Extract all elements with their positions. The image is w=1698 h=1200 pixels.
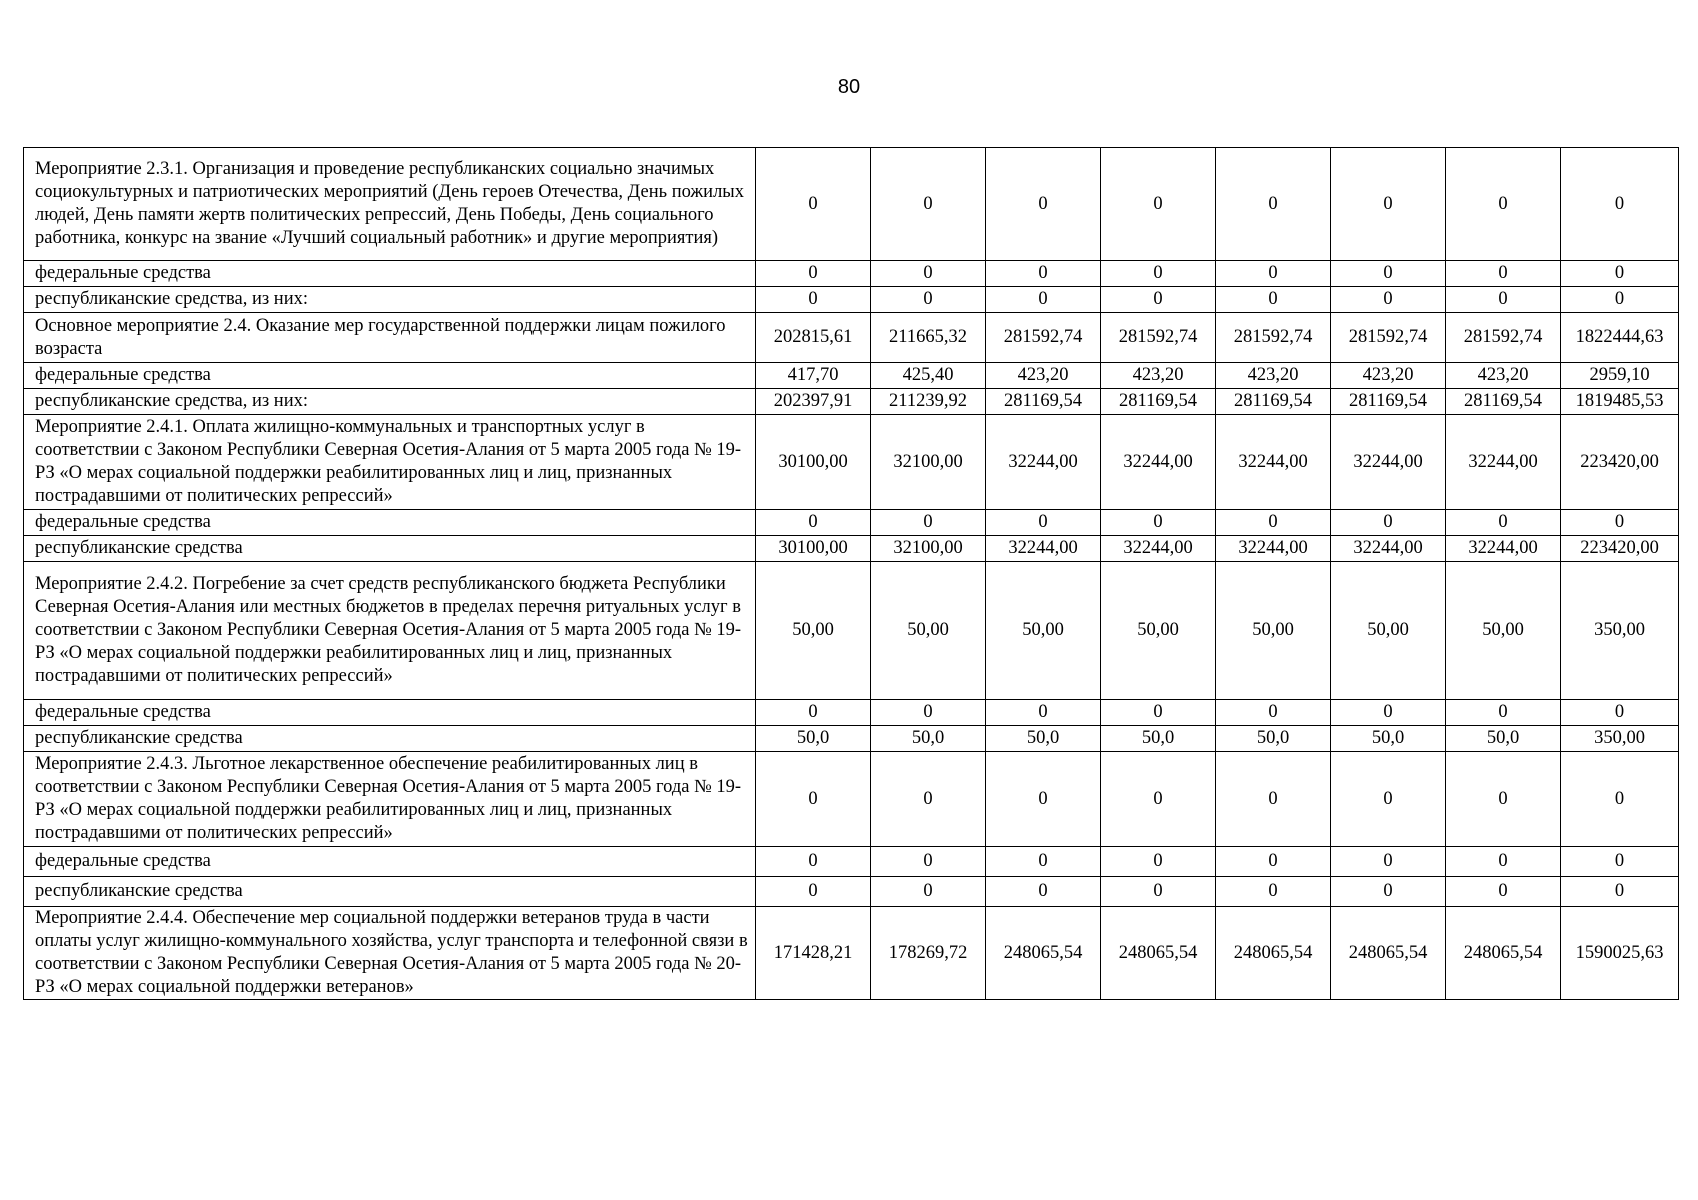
row-label: федеральные средства bbox=[24, 363, 756, 389]
table-row bbox=[24, 752, 1679, 847]
row-label: республиканские средства bbox=[24, 877, 756, 907]
value-cell: 0 bbox=[871, 752, 986, 847]
value-cell: 50,00 bbox=[1216, 562, 1331, 700]
value-cell: 281169,54 bbox=[986, 389, 1101, 415]
value-cell: 0 bbox=[1446, 510, 1561, 536]
row-label: Основное мероприятие 2.4. Оказание мер государственной поддержки лицам пожилого возраста bbox=[24, 313, 756, 363]
value-cell: 32244,00 bbox=[1101, 415, 1216, 510]
value-cell: 0 bbox=[1101, 877, 1216, 907]
total-cell: 0 bbox=[1561, 700, 1679, 726]
value-cell: 0 bbox=[1446, 261, 1561, 287]
table-row bbox=[24, 389, 1679, 415]
table-row bbox=[24, 877, 1679, 907]
row-label: республиканские средства, из них: bbox=[24, 389, 756, 415]
value-cell: 0 bbox=[1446, 847, 1561, 877]
row-label: Мероприятие 2.4.2. Погребение за счет средств республиканского бюджета Республики Северная Осетия-Алания или местных бюджетов в пределах перечня ритуальных услуг в соответствии с Законом Республики Северная Осетия-Алания от 5 марта 2005 года № 19-РЗ «О мерах социальной поддержки реабилитированных лиц и лиц, признанных пострадавшими от политических репрессий» bbox=[24, 562, 756, 700]
table-row bbox=[24, 287, 1679, 313]
budget-table bbox=[23, 147, 1679, 1000]
value-cell: 0 bbox=[1216, 261, 1331, 287]
total-cell: 223420,00 bbox=[1561, 415, 1679, 510]
row-label: республиканские средства bbox=[24, 536, 756, 562]
table-row bbox=[24, 847, 1679, 877]
value-cell: 423,20 bbox=[1101, 363, 1216, 389]
value-cell: 0 bbox=[1216, 510, 1331, 536]
table-row bbox=[24, 726, 1679, 752]
value-cell: 0 bbox=[871, 700, 986, 726]
total-cell: 0 bbox=[1561, 847, 1679, 877]
row-label: федеральные средства bbox=[24, 847, 756, 877]
value-cell: 0 bbox=[1216, 877, 1331, 907]
total-cell: 0 bbox=[1561, 261, 1679, 287]
row-label: федеральные средства bbox=[24, 700, 756, 726]
value-cell: 281592,74 bbox=[1216, 313, 1331, 363]
value-cell: 50,0 bbox=[1101, 726, 1216, 752]
value-cell: 171428,21 bbox=[756, 907, 871, 1000]
value-cell: 30100,00 bbox=[756, 536, 871, 562]
value-cell: 32244,00 bbox=[1216, 415, 1331, 510]
total-cell: 0 bbox=[1561, 148, 1679, 261]
value-cell: 281592,74 bbox=[1331, 313, 1446, 363]
total-cell: 1822444,63 bbox=[1561, 313, 1679, 363]
value-cell: 423,20 bbox=[1331, 363, 1446, 389]
value-cell: 211665,32 bbox=[871, 313, 986, 363]
value-cell: 0 bbox=[756, 287, 871, 313]
total-cell: 223420,00 bbox=[1561, 536, 1679, 562]
total-cell: 1590025,63 bbox=[1561, 907, 1679, 1000]
value-cell: 0 bbox=[871, 261, 986, 287]
value-cell: 0 bbox=[1446, 877, 1561, 907]
value-cell: 50,00 bbox=[756, 562, 871, 700]
value-cell: 0 bbox=[1101, 752, 1216, 847]
value-cell: 32244,00 bbox=[986, 536, 1101, 562]
value-cell: 32244,00 bbox=[1331, 536, 1446, 562]
table-row bbox=[24, 510, 1679, 536]
value-cell: 0 bbox=[1331, 752, 1446, 847]
value-cell: 0 bbox=[986, 877, 1101, 907]
value-cell: 0 bbox=[756, 510, 871, 536]
table-row bbox=[24, 700, 1679, 726]
total-cell: 2959,10 bbox=[1561, 363, 1679, 389]
value-cell: 0 bbox=[1101, 847, 1216, 877]
table-row bbox=[24, 363, 1679, 389]
value-cell: 32244,00 bbox=[1331, 415, 1446, 510]
value-cell: 423,20 bbox=[1216, 363, 1331, 389]
value-cell: 281592,74 bbox=[986, 313, 1101, 363]
value-cell: 50,00 bbox=[1101, 562, 1216, 700]
value-cell: 50,0 bbox=[756, 726, 871, 752]
value-cell: 423,20 bbox=[1446, 363, 1561, 389]
value-cell: 417,70 bbox=[756, 363, 871, 389]
row-label: Мероприятие 2.4.3. Льготное лекарственное обеспечение реабилитированных лиц в соответствии с Законом Республики Северная Осетия-Алания от 5 марта 2005 года № 19-РЗ «О мерах социальной поддержки реабилитированных лиц и лиц, признанных пострадавшими от политических репрессий» bbox=[24, 752, 756, 847]
table-row bbox=[24, 415, 1679, 510]
value-cell: 0 bbox=[1101, 148, 1216, 261]
value-cell: 0 bbox=[986, 510, 1101, 536]
total-cell: 350,00 bbox=[1561, 562, 1679, 700]
value-cell: 50,0 bbox=[1216, 726, 1331, 752]
value-cell: 425,40 bbox=[871, 363, 986, 389]
value-cell: 202397,91 bbox=[756, 389, 871, 415]
value-cell: 0 bbox=[1331, 700, 1446, 726]
value-cell: 0 bbox=[986, 261, 1101, 287]
total-cell: 0 bbox=[1561, 510, 1679, 536]
value-cell: 0 bbox=[1331, 847, 1446, 877]
total-cell: 0 bbox=[1561, 287, 1679, 313]
value-cell: 0 bbox=[1216, 287, 1331, 313]
value-cell: 50,0 bbox=[1446, 726, 1561, 752]
value-cell: 32244,00 bbox=[986, 415, 1101, 510]
row-label: федеральные средства bbox=[24, 261, 756, 287]
value-cell: 178269,72 bbox=[871, 907, 986, 1000]
value-cell: 0 bbox=[1331, 287, 1446, 313]
value-cell: 50,00 bbox=[1446, 562, 1561, 700]
value-cell: 0 bbox=[871, 847, 986, 877]
row-label: Мероприятие 2.3.1. Организация и проведение республиканских социально значимых социокультурных и патриотических мероприятий (День героев Отечества, День пожилых людей, День памяти жертв политических репрессий, День Победы, День социального работника, конкурс на звание «Лучший социальный работник» и другие мероприятия) bbox=[24, 148, 756, 261]
value-cell: 281169,54 bbox=[1216, 389, 1331, 415]
value-cell: 0 bbox=[1331, 148, 1446, 261]
row-label: республиканские средства bbox=[24, 726, 756, 752]
value-cell: 248065,54 bbox=[986, 907, 1101, 1000]
value-cell: 248065,54 bbox=[1101, 907, 1216, 1000]
value-cell: 0 bbox=[1216, 148, 1331, 261]
table-row bbox=[24, 148, 1679, 261]
value-cell: 248065,54 bbox=[1446, 907, 1561, 1000]
value-cell: 0 bbox=[1101, 700, 1216, 726]
value-cell: 248065,54 bbox=[1331, 907, 1446, 1000]
value-cell: 0 bbox=[986, 287, 1101, 313]
value-cell: 0 bbox=[986, 700, 1101, 726]
value-cell: 0 bbox=[1216, 700, 1331, 726]
value-cell: 0 bbox=[756, 847, 871, 877]
value-cell: 0 bbox=[756, 700, 871, 726]
row-label: республиканские средства, из них: bbox=[24, 287, 756, 313]
value-cell: 50,00 bbox=[986, 562, 1101, 700]
row-label: федеральные средства bbox=[24, 510, 756, 536]
value-cell: 0 bbox=[1331, 261, 1446, 287]
value-cell: 281169,54 bbox=[1446, 389, 1561, 415]
value-cell: 0 bbox=[1446, 752, 1561, 847]
value-cell: 30100,00 bbox=[756, 415, 871, 510]
total-cell: 350,00 bbox=[1561, 726, 1679, 752]
value-cell: 0 bbox=[986, 148, 1101, 261]
value-cell: 50,0 bbox=[1331, 726, 1446, 752]
value-cell: 423,20 bbox=[986, 363, 1101, 389]
value-cell: 0 bbox=[1331, 877, 1446, 907]
table-row bbox=[24, 261, 1679, 287]
value-cell: 32244,00 bbox=[1446, 536, 1561, 562]
row-label: Мероприятие 2.4.4. Обеспечение мер социальной поддержки ветеранов труда в части оплаты услуг жилищно-коммунального хозяйства, услуг транспорта и телефонной связи в соответствии с Законом Республики Северная Осетия-Алания от 5 марта 2005 года № 20-РЗ «О мерах социальной поддержки ветеранов» bbox=[24, 907, 756, 1000]
table-row bbox=[24, 562, 1679, 700]
total-cell: 1819485,53 bbox=[1561, 389, 1679, 415]
value-cell: 0 bbox=[986, 752, 1101, 847]
value-cell: 0 bbox=[756, 261, 871, 287]
value-cell: 32100,00 bbox=[871, 536, 986, 562]
value-cell: 0 bbox=[1446, 700, 1561, 726]
value-cell: 32244,00 bbox=[1101, 536, 1216, 562]
table-row bbox=[24, 536, 1679, 562]
value-cell: 0 bbox=[1331, 510, 1446, 536]
value-cell: 32244,00 bbox=[1446, 415, 1561, 510]
value-cell: 281592,74 bbox=[1101, 313, 1216, 363]
value-cell: 0 bbox=[871, 287, 986, 313]
value-cell: 202815,61 bbox=[756, 313, 871, 363]
value-cell: 50,0 bbox=[871, 726, 986, 752]
total-cell: 0 bbox=[1561, 752, 1679, 847]
value-cell: 0 bbox=[871, 148, 986, 261]
value-cell: 0 bbox=[756, 752, 871, 847]
value-cell: 281169,54 bbox=[1331, 389, 1446, 415]
value-cell: 0 bbox=[871, 877, 986, 907]
value-cell: 0 bbox=[1446, 287, 1561, 313]
value-cell: 0 bbox=[1101, 510, 1216, 536]
value-cell: 0 bbox=[1216, 847, 1331, 877]
value-cell: 0 bbox=[871, 510, 986, 536]
value-cell: 32244,00 bbox=[1216, 536, 1331, 562]
table-row bbox=[24, 907, 1679, 1000]
table-body bbox=[24, 148, 1679, 1000]
value-cell: 0 bbox=[1101, 261, 1216, 287]
value-cell: 0 bbox=[1446, 148, 1561, 261]
value-cell: 248065,54 bbox=[1216, 907, 1331, 1000]
value-cell: 0 bbox=[1216, 752, 1331, 847]
value-cell: 281169,54 bbox=[1101, 389, 1216, 415]
table-row bbox=[24, 313, 1679, 363]
row-label: Мероприятие 2.4.1. Оплата жилищно-коммунальных и транспортных услуг в соответствии с Законом Республики Северная Осетия-Алания от 5 марта 2005 года № 19-РЗ «О мерах социальной поддержки реабилитированных лиц и лиц, признанных пострадавшими от политических репрессий» bbox=[24, 415, 756, 510]
value-cell: 32100,00 bbox=[871, 415, 986, 510]
value-cell: 50,0 bbox=[986, 726, 1101, 752]
value-cell: 0 bbox=[756, 877, 871, 907]
value-cell: 50,00 bbox=[1331, 562, 1446, 700]
value-cell: 50,00 bbox=[871, 562, 986, 700]
value-cell: 211239,92 bbox=[871, 389, 986, 415]
value-cell: 0 bbox=[1101, 287, 1216, 313]
total-cell: 0 bbox=[1561, 877, 1679, 907]
page-number: 80 bbox=[837, 76, 861, 98]
value-cell: 281592,74 bbox=[1446, 313, 1561, 363]
value-cell: 0 bbox=[986, 847, 1101, 877]
value-cell: 0 bbox=[756, 148, 871, 261]
